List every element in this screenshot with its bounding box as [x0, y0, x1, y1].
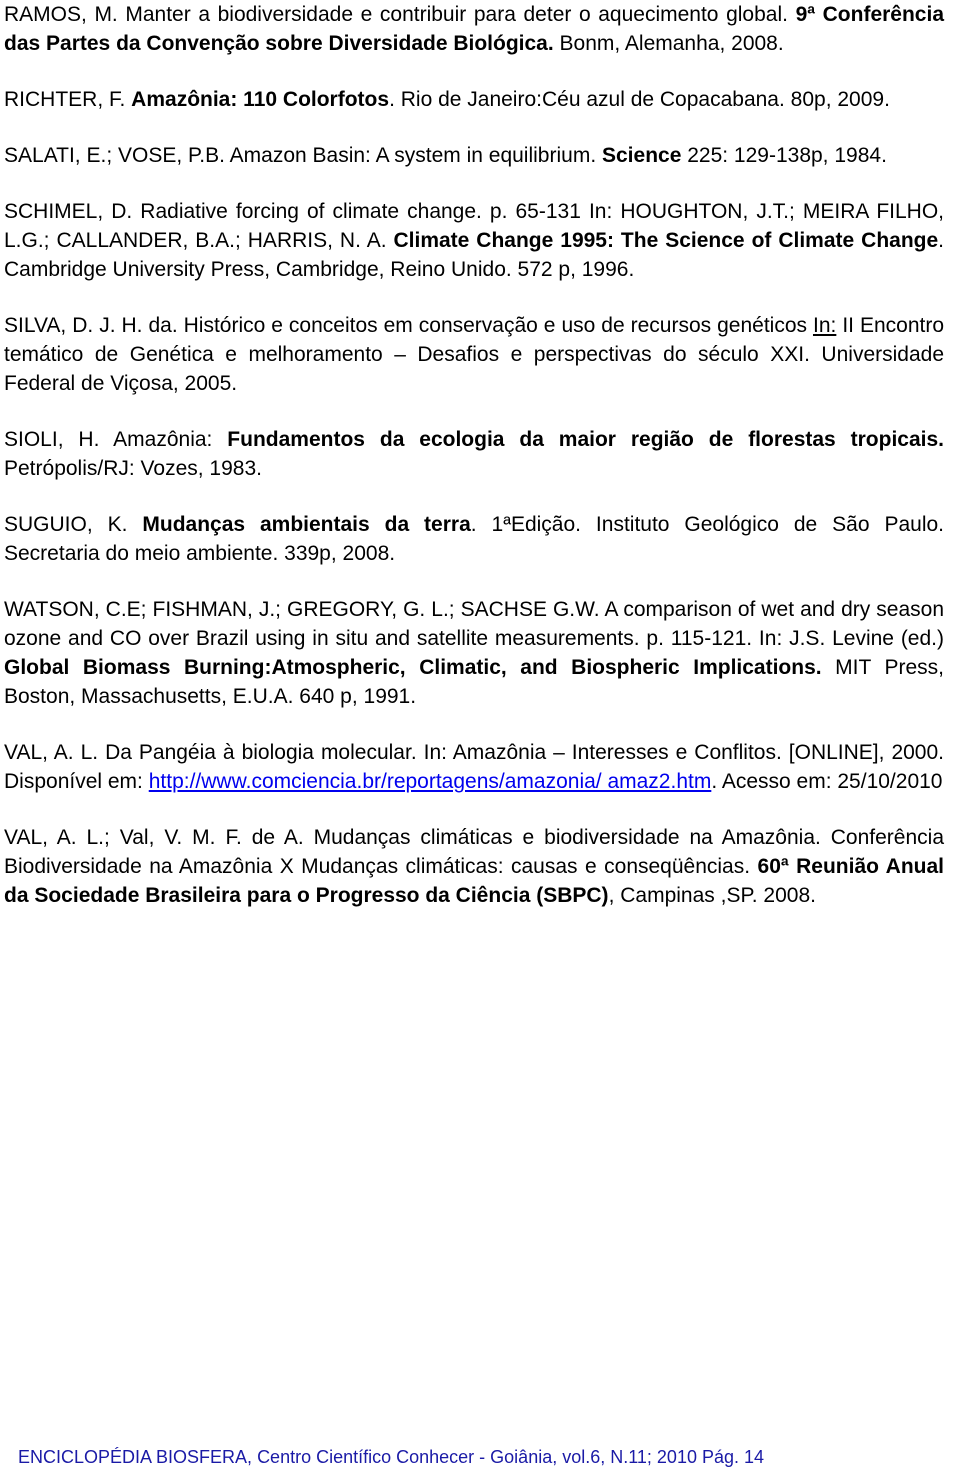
reference-ramos — [4, 0, 944, 58]
ref-text: . Acesso em: 25/10/2010 — [711, 770, 943, 793]
ref-title: 9ª Conferência das Partes da Convenção sobre Diversidade Biológica. — [4, 3, 944, 55]
ref-underlined: In: — [812, 314, 837, 337]
reference-val-2008 — [4, 823, 944, 910]
ref-text: Petrópolis/RJ: Vozes, 1983. — [4, 457, 262, 480]
reference-watson — [4, 595, 944, 711]
reference-schimel — [4, 197, 944, 284]
ref-text: Bonm, Alemanha, 2008. — [553, 32, 784, 55]
ref-text: . 1ªEdição. Instituto Geológico de São Paulo. Secretaria do meio ambiente. 339p, 2008. — [4, 513, 944, 565]
ref-text: . Cambridge University Press, Cambridge, Reino Unido. 572 p, 1996. — [4, 229, 944, 281]
reference-suguio — [4, 510, 944, 568]
ref-text: RICHTER, F. — [4, 88, 132, 111]
page-footer: ENCICLOPÉDIA BIOSFERA, Centro Científico Conhecer - Goiânia, vol.6, N.11; 2010 Pág. 14 — [18, 1447, 765, 1467]
ref-text: SILVA, D. J. H. da. Histórico e conceitos em conservação e uso de recursos genéticos — [4, 314, 813, 337]
ref-text: MIT Press, Boston, Massachusetts, E.U.A. 640 p, 1991. — [4, 656, 944, 708]
ref-title: Fundamentos da ecologia da maior região de florestas tropicais. — [227, 428, 944, 451]
ref-title: Global Biomass Burning:Atmospheric, Climatic, and Biospheric Implications. — [4, 656, 822, 679]
ref-link[interactable]: http://www.comciencia.br/reportagens/amazonia/ amaz2.htm — [148, 770, 712, 793]
ref-text: SUGUIO, K. — [4, 513, 143, 536]
ref-title: Mudanças ambientais da terra — [142, 513, 471, 536]
ref-text: II Encontro temático de Genética e melhoramento – Desafios e perspectivas do século XXI. Universidade Federal de Viçosa, 2005. — [4, 314, 945, 395]
ref-text: . Rio de Janeiro:Céu azul de Copacabana. 80p, 2009. — [389, 88, 890, 111]
reference-sioli — [4, 425, 944, 483]
reference-salati — [4, 141, 944, 170]
reference-val-2000 — [4, 738, 944, 796]
reference-list — [4, 0, 944, 937]
ref-text: , Campinas ,SP. 2008. — [608, 884, 816, 907]
ref-title: Science — [602, 144, 682, 167]
ref-text: SCHIMEL, D. Radiative forcing of climate change. p. 65-131 In: HOUGHTON, J.T.; MEIRA FILHO, L.G.; CALLANDER, B.A.; HARRIS, N. A. — [4, 200, 944, 252]
ref-text: RAMOS, M. Manter a biodiversidade e contribuir para deter o aquecimento global. — [4, 3, 796, 26]
ref-text: 225: 129-138p, 1984. — [681, 144, 887, 167]
ref-text: SALATI, E.; VOSE, P.B. Amazon Basin: A system in equilibrium. — [4, 144, 602, 167]
reference-richter — [4, 85, 944, 114]
ref-title: Climate Change 1995: The Science of Climate Change — [393, 229, 939, 252]
ref-text: VAL, A. L.; Val, V. M. F. de A. Mudanças climáticas e biodiversidade na Amazônia. Conferência Biodiversidade na Amazônia X Mudanças climáticas: causas e conseqüências. — [4, 826, 944, 878]
ref-title: Amazônia: 110 Colorfotos — [131, 88, 390, 111]
ref-title: 60ª Reunião Anual da Sociedade Brasileira para o Progresso da Ciência (SBPC) — [4, 855, 944, 907]
ref-text: VAL, A. L. Da Pangéia à biologia molecular. In: Amazônia – Interesses e Conflitos. [ONLINE], 2000. Disponível em: — [4, 741, 944, 793]
reference-silva — [4, 311, 944, 398]
ref-text: SIOLI, H. Amazônia: — [4, 428, 228, 451]
ref-text: WATSON, C.E; FISHMAN, J.; GREGORY, G. L.; SACHSE G.W. A comparison of wet and dry season ozone and CO over Brazil using in situ and satellite measurements. p. 115-121. In: J.S. Levine (ed.) — [4, 598, 944, 650]
